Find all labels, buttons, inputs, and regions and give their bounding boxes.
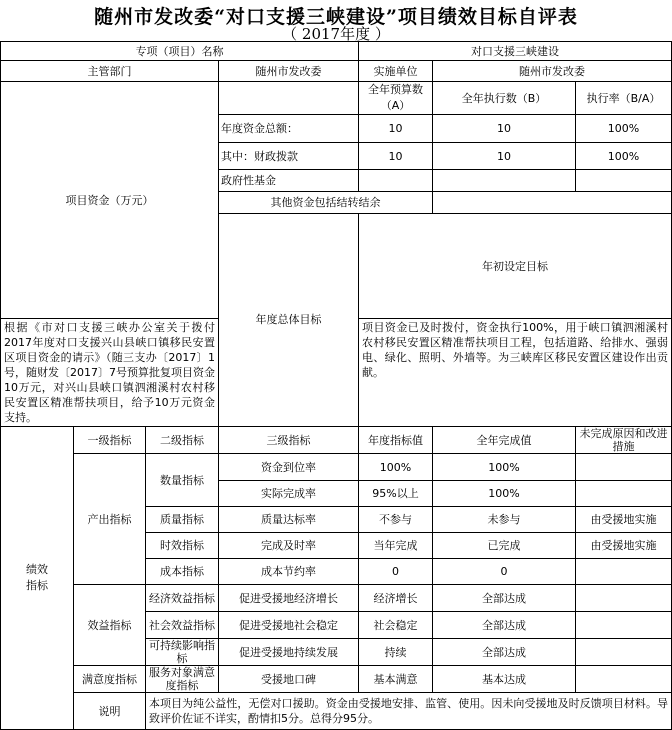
goals-label: 年度总体目标	[219, 214, 359, 427]
header-level1: 一级指标	[74, 427, 146, 454]
indicators-label: 绩效指标	[1, 427, 74, 730]
indicator-l2: 时效指标	[146, 533, 219, 559]
indicator-l2: 质量指标	[146, 507, 219, 533]
indicator-l2: 可持续影响指标	[146, 639, 219, 666]
indicator-actual: 全部达成	[433, 585, 576, 612]
funds-row-exec: 10	[433, 143, 576, 170]
goals-initial-text: 根据《市对口支援三峡办公室关于拨付2017年度对口支援兴山县峡口镇移民安置区项目资金的请示》（随三支办〔2017〕1号，随财发〔2017〕7号预算批复项目资金10万元，对兴山县峡口镇泗湘溪村农村移民安置区精准帮扶项目，给予10万元资金支持。	[1, 319, 219, 427]
impl-value: 随州市发改委	[433, 61, 672, 82]
indicator-target: 基本满意	[359, 666, 433, 693]
dept-label: 主管部门	[1, 61, 219, 82]
indicator-actual: 全部达成	[433, 639, 576, 666]
funds-row-exec	[433, 170, 576, 192]
note-text: 本项目为纯公益性，无偿对口援助。资金由受援地安排、监管、使用。因未向受援地及时反馈项目材料。导致评价佐证不详实，酌情扣5分。总得分95分。	[146, 693, 672, 730]
indicator-l2: 社会效益指标	[146, 612, 219, 639]
indicator-target: 当年完成	[359, 533, 433, 559]
indicator-reason	[576, 559, 672, 585]
funds-row-rate: 100%	[576, 115, 672, 143]
quantity-indicator: 数量指标	[146, 454, 219, 507]
indicator-l3: 受援地口碑	[219, 666, 359, 693]
goals-col-initial: 年初设定目标	[359, 214, 672, 319]
funds-row-rate	[576, 170, 672, 192]
indicator-l3: 成本节约率	[219, 559, 359, 585]
header-actual: 全年完成值	[433, 427, 576, 454]
indicator-reason	[576, 666, 672, 693]
indicator-target: 持续	[359, 639, 433, 666]
funds-row-exec: 10	[433, 115, 576, 143]
funds-row-budget: 10	[359, 115, 433, 143]
project-name-value: 对口支援三峡建设	[359, 42, 672, 61]
indicator-l3: 促进受援地经济增长	[219, 585, 359, 612]
indicator-target: 95%以上	[359, 481, 433, 507]
indicator-reason	[576, 454, 672, 481]
funds-row-budget: 10	[359, 143, 433, 170]
indicator-reason: 由受援地实施	[576, 533, 672, 559]
indicator-actual: 基本达成	[433, 666, 576, 693]
header-level2: 二级指标	[146, 427, 219, 454]
indicator-actual: 已完成	[433, 533, 576, 559]
indicator-reason	[576, 639, 672, 666]
funds-col-rate: 执行率（B/A）	[576, 82, 672, 115]
indicator-target: 社会稳定	[359, 612, 433, 639]
dept-value: 随州市发改委	[219, 61, 359, 82]
indicator-l2: 成本指标	[146, 559, 219, 585]
indicator-l3: 促进受援地社会稳定	[219, 612, 359, 639]
indicator-reason	[576, 481, 672, 507]
indicator-target: 不参与	[359, 507, 433, 533]
funds-row-label: 其中：财政拨款	[219, 143, 359, 170]
indicator-actual: 100%	[433, 454, 576, 481]
evaluation-table	[0, 41, 672, 730]
impl-label: 实施单位	[359, 61, 433, 82]
funds-label: 项目资金（万元）	[1, 82, 219, 319]
funds-col-budget: 全年预算数（A）	[359, 82, 433, 115]
indicator-actual: 100%	[433, 481, 576, 507]
project-name-label: 专项（项目）名称	[1, 42, 359, 61]
funds-row-label: 年度资金总额：	[219, 115, 359, 143]
indicator-target: 100%	[359, 454, 433, 481]
indicator-actual: 0	[433, 559, 576, 585]
indicator-l2: 服务对象满意度指标	[146, 666, 219, 693]
indicator-l3: 质量达标率	[219, 507, 359, 533]
funds-other-label: 其他资金包括结转结余	[219, 192, 433, 214]
funds-row-label: 政府性基金	[219, 170, 359, 192]
report-year: （ 2017年度 ）	[282, 25, 390, 43]
indicator-l2: 经济效益指标	[146, 585, 219, 612]
benefit-indicator: 效益指标	[74, 585, 146, 666]
output-indicator: 产出指标	[74, 454, 146, 585]
indicator-l3: 实际完成率	[219, 481, 359, 507]
funds-row-budget	[359, 170, 433, 192]
indicator-actual: 未参与	[433, 507, 576, 533]
indicator-l3: 资金到位率	[219, 454, 359, 481]
page-title: 随州市发改委“对口支援三峡建设”项目绩效目标自评表	[94, 6, 578, 28]
indicator-target: 0	[359, 559, 433, 585]
indicator-reason	[576, 612, 672, 639]
header-target: 年度指标值	[359, 427, 433, 454]
indicator-target: 经济增长	[359, 585, 433, 612]
header-level3: 三级指标	[219, 427, 359, 454]
indicator-l3: 促进受援地持续发展	[219, 639, 359, 666]
note-label: 说明	[74, 693, 146, 730]
indicator-actual: 全部达成	[433, 612, 576, 639]
goals-actual-text: 项目资金已及时拨付，资金执行100%，用于峡口镇泗湘溪村农村移民安置区精准帮扶项目工程，包括道路、给排水、强弱电、绿化、照明、外墙等。为三峡库区移民安置区建设作出贡献。	[359, 319, 672, 427]
indicator-reason	[576, 585, 672, 612]
funds-col-exec: 全年执行数（B）	[433, 82, 576, 115]
header-reason: 未完成原因和改进措施	[576, 427, 672, 454]
satisfaction-indicator: 满意度指标	[74, 666, 146, 693]
funds-row-rate: 100%	[576, 143, 672, 170]
indicator-reason: 由受援地实施	[576, 507, 672, 533]
indicator-l3: 完成及时率	[219, 533, 359, 559]
